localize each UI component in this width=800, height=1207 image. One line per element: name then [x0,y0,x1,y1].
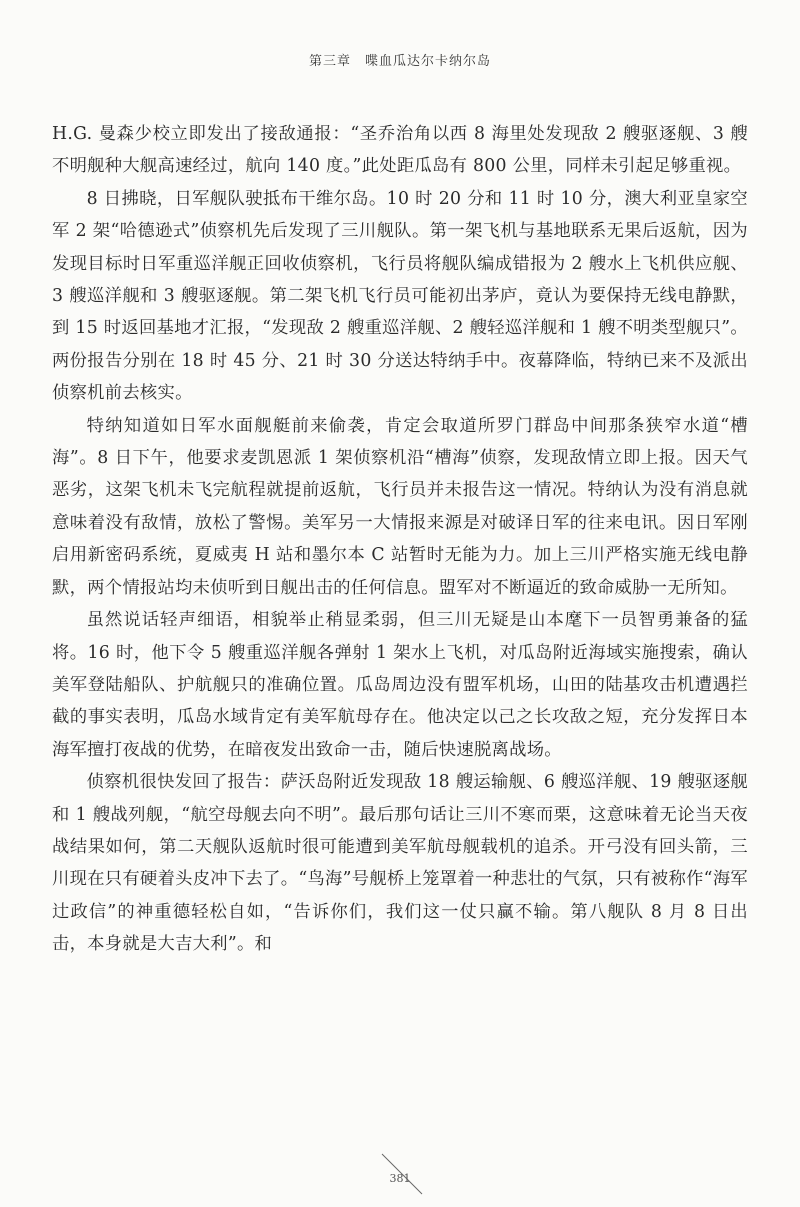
page-number: 381 [389,1172,411,1185]
paragraph-4: 虽然说话轻声细语，相貌举止稍显柔弱，但三川无疑是山本麾下一员智勇兼备的猛将。16 时，他下令 5 艘重巡洋舰各弹射 1 架水上飞机，对瓜岛附近海域实施搜索，确认美军登陆船队、护航舰只的准确位置。瓜岛周边没有盟军机场，山田的陆基攻击机遭遇拦截的事实表明，瓜岛水域肯定有美军航母存在。他决定以己之长攻敌之短，充分发挥日本海军擅打夜战的优势，在暗夜发出致命一击，随后快速脱离战场。 [52,610,748,760]
chapter-title: 喋血瓜达尔卡纳尔岛 [365,54,492,69]
paragraph-1: H.G. 曼森少校立即发出了接敌通报：“圣乔治角以西 8 海里处发现敌 2 艘驱逐舰、3 艘不明舰种大舰高速经过，航向 140 度。”此处距瓜岛有 800 公里，同样未引起足够重视。 [52,124,748,177]
paragraph-3: 特纳知道如日军水面舰艇前来偷袭，肯定会取道所罗门群岛中间那条狭窄水道“槽海”。8 日下午，他要求麦凯恩派 1 架侦察机沿“槽海”侦察，发现敌情立即上报。因天气恶劣，这架飞机未飞完航程就提前返航，飞行员并未报告这一情况。特纳认为没有消息就意味着没有敌情，放松了警惕。美军另一大情报来源是对破译日军的往来电讯。因日军刚启用新密码系统，夏威夷 H 站和墨尔本 C 站暂时无能为力。加上三川严格实施无线电静默，两个情报站均未侦听到日舰出击的任何信息。盟军对不断逼近的致命威胁一无所知。 [52,415,748,598]
paragraph-5: 侦察机很快发回了报告：萨沃岛附近发现敌 18 艘运输舰、6 艘巡洋舰、19 艘驱逐舰和 1 艘战列舰，“航空母舰去向不明”。最后那句话让三川不寒而栗，这意味着无论当天夜战结果如何，第二天舰队返航时很可能遭到美军航母舰载机的追杀。开弓没有回头箭，三川现在只有硬着头皮冲下去了。“鸟海”号舰桥上笼罩着一种悲壮的气氛，只有被称作“海军辻政信”的神重德轻松自如，“告诉你们，我们这一仗只赢不输。第八舰队 8 月 8 日出击，本身就是大吉大利”。和 [52,772,748,955]
running-header [0,50,800,69]
body-text [52,118,748,961]
paragraph-2: 8 日拂晓，日军舰队驶抵布干维尔岛。10 时 20 分和 11 时 10 分，澳大利亚皇家空军 2 架“哈德逊式”侦察机先后发现了三川舰队。第一架飞机与基地联系无果后返航，因为发现目标时日军重巡洋舰正回收侦察机，飞行员将舰队编成错报为 2 艘水上飞机供应舰、3 艘巡洋舰和 3 艘驱逐舰。第二架飞机飞行员可能初出茅庐，竟认为要保持无线电静默，到 15 时返回基地才汇报，“发现敌 2 艘重巡洋舰、2 艘轻巡洋舰和 1 艘不明类型舰只”。两份报告分别在 18 时 45 分、21 时 30 分送达特纳手中。夜幕降临，特纳已来不及派出侦察机前去核实。 [52,188,748,404]
chapter-number: 第三章 [308,54,351,69]
